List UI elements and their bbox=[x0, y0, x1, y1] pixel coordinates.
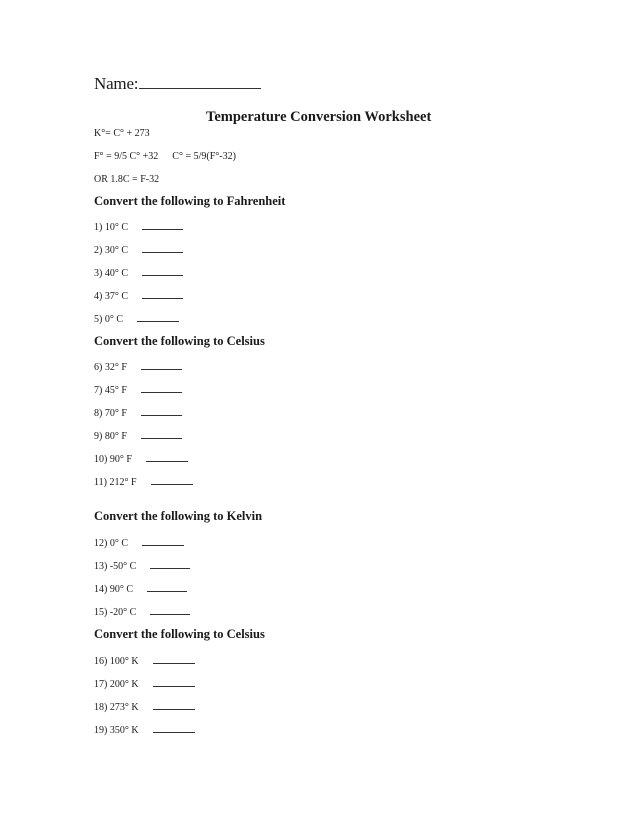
problem-label: 5) 0° C bbox=[94, 314, 123, 325]
problem-label: 3) 40° C bbox=[94, 268, 128, 279]
section-heading-fahrenheit: Convert the following to Fahrenheit bbox=[94, 194, 286, 208]
answer-blank[interactable] bbox=[153, 724, 195, 733]
problem-item bbox=[94, 244, 183, 256]
answer-blank[interactable] bbox=[151, 476, 193, 485]
answer-blank[interactable] bbox=[142, 244, 183, 253]
problem-item bbox=[94, 724, 195, 736]
problem-label: 4) 37° C bbox=[94, 291, 128, 302]
name-blank[interactable] bbox=[139, 76, 261, 89]
problem-label: 17) 200° K bbox=[94, 679, 139, 690]
problem-item bbox=[94, 701, 195, 713]
problem-label: 18) 273° K bbox=[94, 702, 139, 713]
problem-item bbox=[94, 476, 193, 488]
formula-fahrenheit: F° = 9/5 C° +32 bbox=[94, 151, 159, 162]
answer-blank[interactable] bbox=[153, 678, 195, 687]
answer-blank[interactable] bbox=[141, 430, 182, 439]
answer-blank[interactable] bbox=[142, 267, 183, 276]
section-heading-kelvin: Convert the following to Kelvin bbox=[94, 509, 263, 523]
name-label: Name: bbox=[94, 74, 139, 93]
answer-blank[interactable] bbox=[153, 701, 195, 710]
problem-label: 12) 0° C bbox=[94, 538, 128, 549]
problem-item bbox=[94, 290, 183, 302]
problem-item bbox=[94, 267, 183, 279]
problem-label: 9) 80° F bbox=[94, 431, 127, 442]
problem-item bbox=[94, 384, 182, 396]
answer-blank[interactable] bbox=[147, 583, 187, 592]
problem-item bbox=[94, 537, 184, 549]
problem-label: 19) 350° K bbox=[94, 725, 139, 736]
formula-kelvin: K°= C° + 273 bbox=[94, 128, 150, 139]
answer-blank[interactable] bbox=[142, 537, 184, 546]
answer-blank[interactable] bbox=[141, 361, 182, 370]
worksheet-title: Temperature Conversion Worksheet bbox=[206, 109, 432, 125]
answer-blank[interactable] bbox=[146, 453, 188, 462]
answer-blank[interactable] bbox=[150, 560, 190, 569]
problem-item bbox=[94, 430, 182, 442]
problem-label: 8) 70° F bbox=[94, 408, 127, 419]
problem-item bbox=[94, 361, 182, 373]
problem-item bbox=[94, 407, 182, 419]
problem-item bbox=[94, 313, 179, 325]
answer-blank[interactable] bbox=[153, 655, 195, 664]
formula-alternate: OR 1.8C = F-32 bbox=[94, 174, 160, 185]
problem-label: 2) 30° C bbox=[94, 245, 128, 256]
problem-label: 13) -50° C bbox=[94, 561, 137, 572]
problem-label: 7) 45° F bbox=[94, 385, 127, 396]
problem-item bbox=[94, 560, 190, 572]
problem-item bbox=[94, 678, 195, 690]
answer-blank[interactable] bbox=[142, 290, 183, 299]
problem-item bbox=[94, 606, 190, 618]
answer-blank[interactable] bbox=[142, 221, 183, 230]
formula-celsius: C° = 5/9(F°-32) bbox=[172, 151, 236, 162]
name-field bbox=[94, 74, 261, 94]
problem-label: 16) 100° K bbox=[94, 656, 139, 667]
answer-blank[interactable] bbox=[141, 384, 182, 393]
problem-label: 1) 10° C bbox=[94, 222, 128, 233]
answer-blank[interactable] bbox=[150, 606, 190, 615]
problem-item bbox=[94, 453, 188, 465]
problem-label: 11) 212° F bbox=[94, 477, 137, 488]
problem-item bbox=[94, 221, 183, 233]
problem-label: 14) 90° C bbox=[94, 584, 133, 595]
problem-label: 10) 90° F bbox=[94, 454, 132, 465]
answer-blank[interactable] bbox=[141, 407, 182, 416]
problem-label: 15) -20° C bbox=[94, 607, 137, 618]
problem-label: 6) 32° F bbox=[94, 362, 127, 373]
problem-item bbox=[94, 583, 187, 595]
formula-row-2 bbox=[94, 151, 236, 162]
answer-blank[interactable] bbox=[137, 313, 179, 322]
section-heading-celsius-2: Convert the following to Celsius bbox=[94, 627, 265, 641]
problem-item bbox=[94, 655, 195, 667]
section-heading-celsius-1: Convert the following to Celsius bbox=[94, 334, 265, 348]
